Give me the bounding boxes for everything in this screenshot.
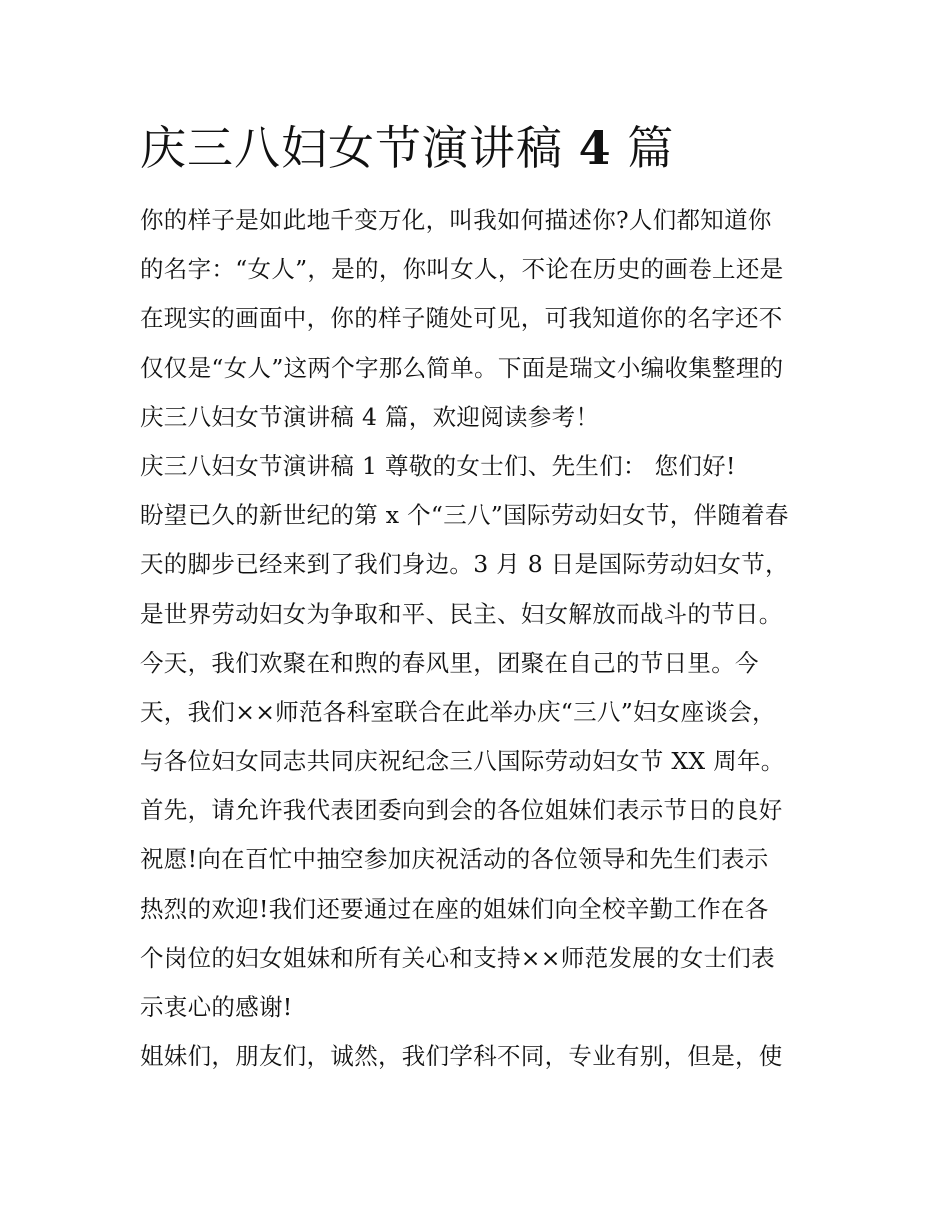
body-line: 热烈的欢迎!我们还要通过在座的姐妹们向全校辛勤工作在各: [140, 894, 769, 923]
body-line: 在现实的画面中，你的样子随处可见，可我知道你的名字还不: [140, 304, 783, 333]
body-line: 庆三八妇女节演讲稿 1 尊敬的女士们、先生们： 您们好!: [140, 451, 736, 480]
body-line: 盼望已久的新世纪的第 x 个“三八”国际劳动妇女节，伴随着春: [140, 501, 789, 530]
body-line: 与各位妇女同志共同庆祝纪念三八国际劳动妇女节 XX 周年。: [140, 747, 785, 776]
body-line: 天，我们××师范各科室联合在此举办庆“三八”妇女座谈会，: [140, 697, 776, 726]
body-line: 个岗位的妇女姐妹和所有关心和支持××师范发展的女士们表: [140, 943, 775, 972]
body-line: 祝愿!向在百忙中抽空参加庆祝活动的各位领导和先生们表示: [140, 845, 769, 874]
body-line: 首先，请允许我代表团委向到会的各位姐妹们表示节日的良好: [140, 796, 783, 825]
body-line: 仅仅是“女人”这两个字那么简单。下面是瑞文小编收集整理的: [140, 353, 784, 382]
body-line: 的名字：“女人”，是的，你叫女人，不论在历史的画卷上还是: [140, 255, 784, 284]
document-body: [140, 196, 820, 1081]
body-line: 姐妹们，朋友们，诚然，我们学科不同，专业有别，但是，使: [140, 1042, 783, 1071]
body-line: 你的样子是如此地千变万化，叫我如何描述你?人们都知道你: [140, 206, 772, 234]
body-line: 今天，我们欢聚在和煦的春风里，团聚在自己的节日里。今: [140, 648, 759, 677]
body-line: 示衷心的感谢!: [140, 993, 293, 1021]
document-content: [140, 112, 820, 1081]
title-text: 庆三八妇女节演讲稿: [140, 121, 563, 175]
title-suffix: 篇: [627, 121, 675, 175]
body-line: 天的脚步已经来到了我们身边。3 月 8 日是国际劳动妇女节，: [140, 550, 789, 579]
document-title: [140, 112, 820, 184]
title-number: 4: [578, 121, 612, 175]
body-line: 是世界劳动妇女为争取和平、民主、妇女解放而战斗的节日。: [140, 599, 783, 628]
body-line: 庆三八妇女节演讲稿 4 篇，欢迎阅读参考！: [140, 402, 600, 431]
